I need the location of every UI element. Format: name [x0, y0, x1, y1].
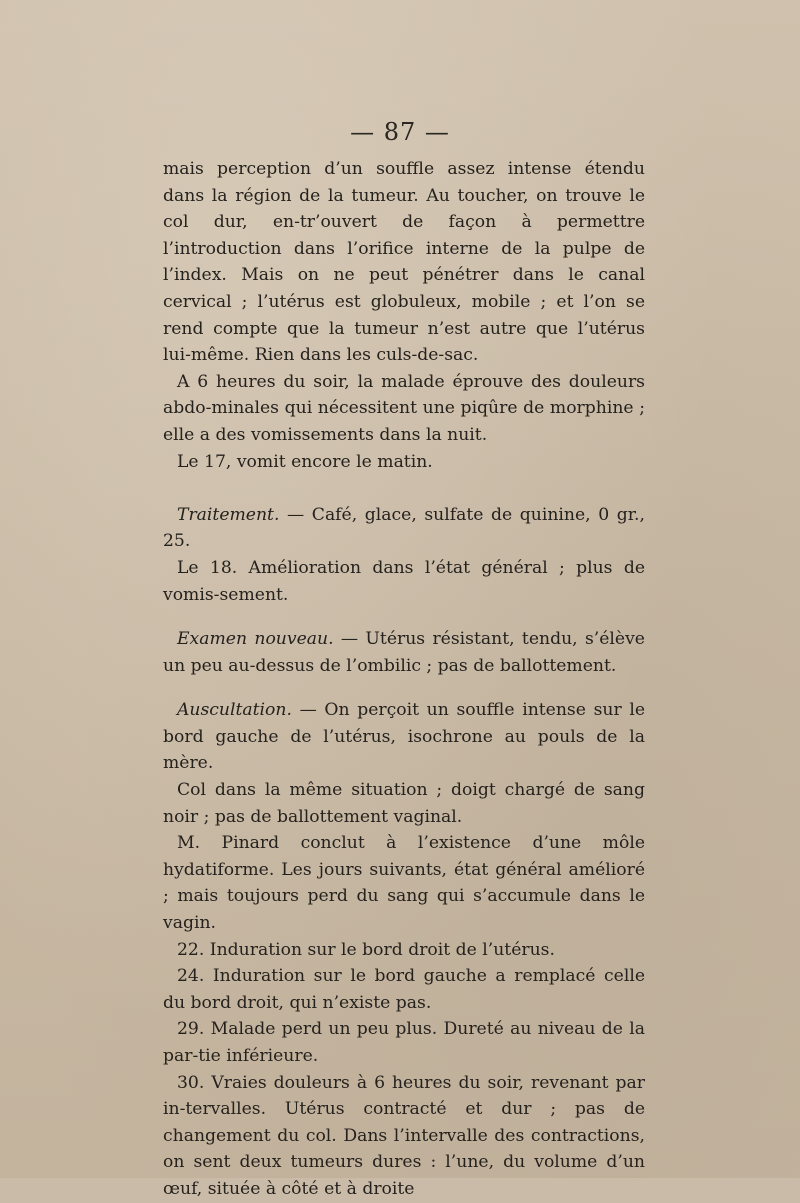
paragraph-8: Col dans la même situation ; doigt chargé de sang noir ; pas de ballottement vaginal. [163, 780, 645, 827]
paragraph-traitement-text: — Café, glace, sulfate de quinine, 0 gr., 25. [163, 504, 645, 552]
paragraph-11: 24. Induration sur le bord gauche a remplacé celle du bord droit, qui n’existe pas. [163, 966, 645, 1013]
page-number: — 87 — [350, 118, 450, 146]
paragraph-5: Le 18. Amélioration dans l’état général ; plus de vomis-sement. [163, 557, 645, 605]
paragraph-3: Le 17, vomit encore le matin. [177, 451, 433, 472]
section-label-auscultation: Auscultation. [177, 700, 292, 721]
paragraph-9: M. Pinard conclut à l’existence d’une môle hydatiforme. Les jours suivants, état général amélioré ; mais toujours perd du sang qui s’accumule dans le vagin. [163, 833, 645, 934]
paragraph-traitement [163, 502, 645, 555]
section-label-examen: Examen nouveau. [177, 629, 334, 650]
paragraph-12: 29. Malade perd un peu plus. Dureté au niveau de la par-tie inférieure. [163, 1019, 645, 1066]
body-text [163, 156, 645, 1203]
paragraph-2: A 6 heures du soir, la malade éprouve des douleurs abdo-minales qui nécessitent une piqûre de morphine ; elle a des vomissements dans la nuit. [163, 371, 645, 445]
paragraph-auscultation-text: — On perçoit un souffle intense sur le bord gauche de l’utérus, isochrone au pouls de la mère. [163, 700, 645, 774]
paragraph-1: mais perception d’un souffle assez intense étendu dans la région de la tumeur. Au toucher, on trouve le col dur, en-tr’ouvert de façon à permettre l’introduction dans l’orifice interne de la pulpe de l’index. Mais on ne peut pénétrer dans le canal cervical ; l’utérus est globuleux, mobile ; et l’on se rend compte que la tumeur n’est autre que l’utérus lui-même. Rien dans les culs-de-sac. [163, 159, 645, 366]
section-label-traitement: Traitement. [177, 504, 280, 525]
paragraph-auscultation [163, 697, 645, 777]
paragraph-examen-text: — Utérus résistant, tendu, s’élève un peu au-dessus de l’ombilic ; pas de ballottement. [163, 629, 645, 676]
paragraph-examen [163, 626, 645, 679]
paragraph-13: 30. Vraies douleurs à 6 heures du soir, revenant par in-tervalles. Utérus contracté et dur ; pas de changement du col. Dans l’intervalle des contractions, on sent deux tumeurs dures : l’une, du volume d’un œuf, située à côté et à droite [163, 1072, 645, 1199]
paragraph-10: 22. Induration sur le bord droit de l’utérus. [177, 939, 555, 960]
